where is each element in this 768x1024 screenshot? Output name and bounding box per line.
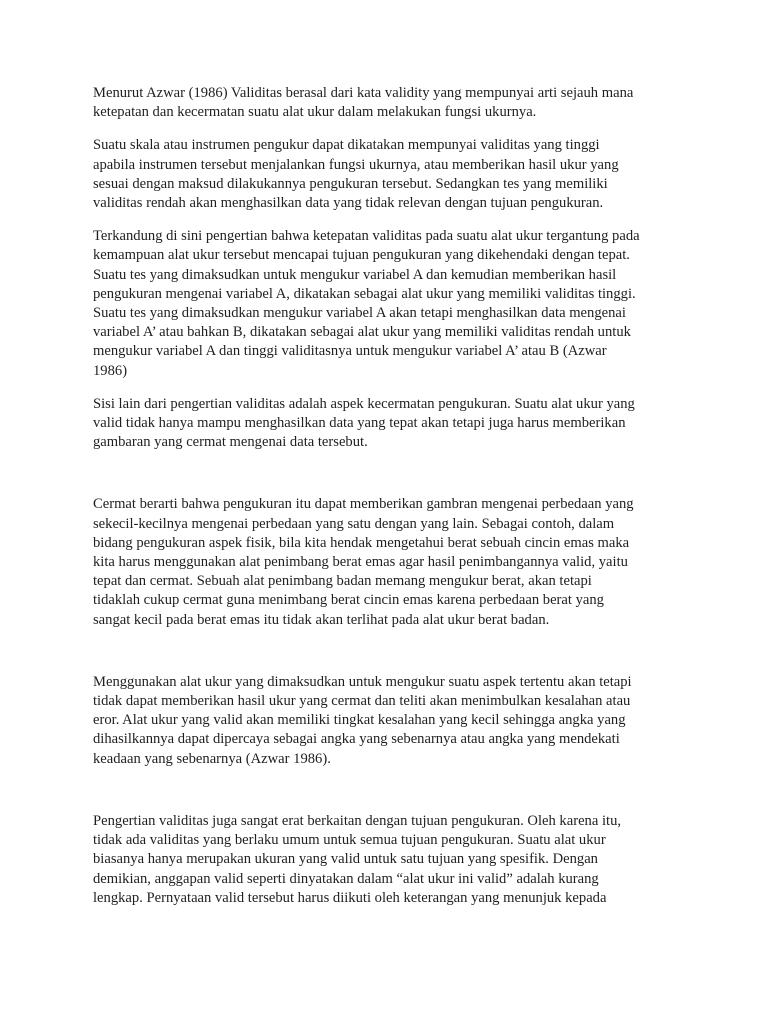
text-line: Menurut Azwar (1986) Validitas berasal dari kata validity yang mempunyai arti sejauh mana [93,85,634,101]
text-line: Terkandung di sini pengertian bahwa ketepatan validitas pada suatu alat ukur tergantung pada [93,228,640,245]
text-line: apabila instrumen tersebut menjalankan fungsi ukurnya, atau memberikan hasil ukur yang [93,156,619,173]
text-line: dihasilkannya dapat dipercaya sebagai angka yang sebenarnya atau angka yang mendekati [93,731,620,748]
text-line: kemampuan alat ukur tersebut mencapai tujuan pengukuran yang dikehendaki dengan tepat. [93,247,630,264]
paragraph-4 [93,395,688,453]
text-line: Suatu tes yang dimaksudkan mengukur variabel A akan tetapi menghasilkan data mengenai [93,305,626,322]
paragraph-2 [93,136,688,213]
text-line: tidak dapat memberikan hasil ukur yang cermat dan teliti akan menimbulkan kesalahan atau [93,693,631,710]
paragraph-6 [93,673,688,769]
text-line: tidak ada validitas yang berlaku umum untuk semua tujuan pengukuran. Suatu alat ukur [93,832,606,849]
text-line: sekecil-kecilnya mengenai perbedaan yang satu dengan yang lain. Sebagai contoh, dalam [93,515,615,532]
text-line: mengukur variabel A dan tinggi validitasnya untuk mengukur variabel A’ atau B (Azwar [93,343,607,360]
text-line: lengkap. Pernyataan valid tersebut harus diikuti oleh keterangan yang menunjuk kepada [93,889,607,906]
text-line: Menggunakan alat ukur yang dimaksudkan untuk mengukur suatu aspek tertentu akan tetapi [93,673,632,690]
text-line: validitas rendah akan menghasilkan data yang tidak relevan dengan tujuan pengukuran. [93,195,604,212]
text-line: 1986) [93,362,128,379]
paragraph-7 [93,812,688,908]
text-line: keadaan yang sebenarnya (Azwar 1986). [93,750,331,767]
text-line: sesuai dengan maksud dilakukannya pengukuran tersebut. Sedangkan tes yang memiliki [93,175,608,192]
text-line: Suatu tes yang dimaksudkan untuk mengukur variabel A dan kemudian memberikan hasil [93,266,617,283]
text-line: Cermat berarti bahwa pengukuran itu dapat memberikan gambran mengenai perbedaan yang [93,496,634,513]
text-line: Suatu skala atau instrumen pengukur dapat dikatakan mempunyai validitas yang tinggi [93,137,600,154]
text-line: Sisi lain dari pengertian validitas adalah aspek kecermatan pengukuran. Suatu alat ukur yang [93,395,635,412]
text-line: pengukuran mengenai variabel A, dikatakan sebagai alat ukur yang memiliki validitas tinggi. [93,285,636,302]
paragraph-3 [93,227,688,381]
paragraph-5 [93,495,688,629]
text-line: ketepatan dan kecermatan suatu alat ukur dalam melakukan fungsi ukurnya. [93,104,537,121]
text-line: Pengertian validitas juga sangat erat berkaitan dengan tujuan pengukuran. Oleh karena itu, [93,812,622,829]
text-line: valid tidak hanya mampu menghasilkan data yang tepat akan tetapi juga harus memberikan [93,415,626,432]
text-line: eror. Alat ukur yang valid akan memiliki tingkat kesalahan yang kecil sehingga angka yang [93,712,626,729]
text-line: bidang pengukuran aspek fisik, bila kita hendak mengetahui berat sebuah cincin emas maka [93,534,630,551]
text-line: tidaklah cukup cermat guna menimbang berat cincin emas karena perbedaan berat yang [93,592,604,609]
text-line: demikian, anggapan valid seperti dinyatakan dalam “alat ukur ini valid” adalah kurang [93,870,599,887]
text-line: kita harus menggunakan alat penimbang berat emas agar hasil penimbangannya valid, yaitu [93,554,628,571]
text-line: sangat kecil pada berat emas itu tidak akan terlihat pada alat ukur berat badan. [93,611,550,628]
paragraph-1 [93,84,688,122]
text-line: variabel A’ atau bahkan B, dikatakan sebagai alat ukur yang memiliki validitas rendah untuk [93,324,631,341]
text-line: biasanya hanya merupakan ukuran yang valid untuk satu tujuan yang spesifik. Dengan [93,851,598,868]
text-line: tepat dan cermat. Sebuah alat penimbang badan memang mengukur berat, akan tetapi [93,573,592,590]
text-line: gambaran yang cermat mengenai data tersebut. [93,434,368,451]
